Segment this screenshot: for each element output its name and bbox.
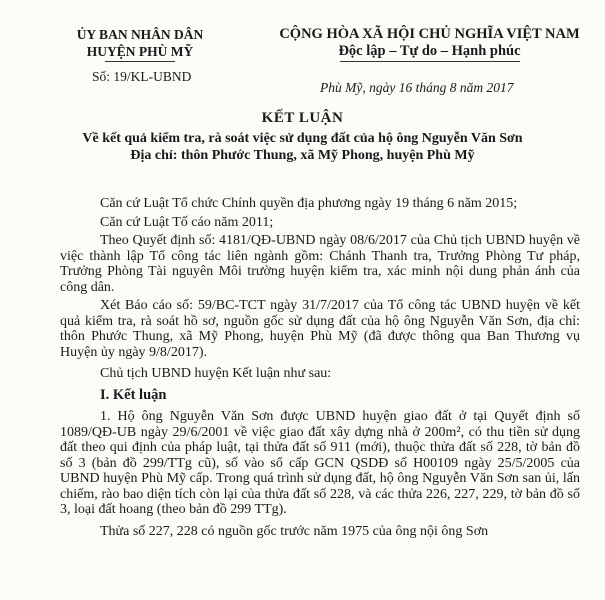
national-title: CỘNG HÒA XÃ HỘI CHỦ NGHĨA VIỆT NAM [279, 26, 580, 42]
issuer-line-2: HUYỆN PHÙ MỸ [86, 44, 194, 59]
paragraph-land-origin: Thửa số 227, 228 có nguồn gốc trước năm 1975 của ông nội ông Sơn [100, 523, 489, 539]
paragraph-conclusion-intro: Chủ tịch UBND huyện Kết luận như sau: [100, 366, 332, 381]
section-heading-conclusion: I. Kết luận [100, 386, 167, 403]
issuer-underline [105, 61, 175, 62]
issuer-line-1: ỦY BAN NHÂN DÂN [76, 27, 204, 42]
paragraph-decision: Theo Quyết định số: 4181/QĐ-UBND ngày 08/6/2017 của Chủ tịch UBND huyện về việc thành lập Tổ công tác liên ngành gồm: Chánh Thanh tra, Trưởng Phòng Tư pháp, Trưởng Phòng Tài nguyên Môi trường huyện kiểm tra, xác minh nội dung phản ánh của công dân. [60, 233, 580, 295]
place-date: Phù Mỹ, ngày 16 tháng 8 năm 2017 [320, 80, 514, 95]
national-header [262, 26, 597, 62]
issuer-block [40, 26, 240, 62]
paragraph-legal-basis-2: Căn cứ Luật Tố cáo năm 2011; [100, 214, 274, 230]
paragraph-legal-basis-1: Căn cứ Luật Tổ chức Chính quyền địa phương ngày 19 tháng 6 năm 2015; [100, 196, 518, 211]
motto-underline [340, 61, 520, 62]
title-address: Địa chỉ: thôn Phước Thung, xã Mỹ Phong, huyện Phù Mỹ [130, 148, 475, 163]
document-body [60, 196, 580, 539]
title-subject: Về kết quả kiểm tra, rà soát việc sử dụng đất của hộ ông Nguyễn Văn Sơn [82, 131, 523, 146]
document-title: KẾT LUẬN [261, 110, 344, 126]
paragraph-report: Xét Báo cáo số: 59/BC-TCT ngày 31/7/2017 của Tổ công tác UBND huyện về kết quả kiểm tra, rà soát hồ sơ, nguồn gốc sử dụng đất của hộ ông Nguyễn Văn Sơn, địa chỉ: thôn Phước Thung, xã Mỹ Phong, huyện Phù Mỹ (đã được thông qua Ban Thương vụ Huyện ủy ngày 9/8/2017). [60, 298, 580, 360]
national-motto: Độc lập – Tự do – Hạnh phúc [338, 43, 521, 59]
document-number: Số: 19/KL-UBND [92, 69, 192, 84]
paragraph-land-allocation: 1. Hộ ông Nguyễn Văn Sơn được UBND huyện giao đất ở tại Quyết định số 1089/QĐ-UB ngày 29/6/2001 về việc giao đất xây dựng nhà ở 200m², có thu tiền sử dụng đất theo qui định của pháp luật, tại thửa đất số 911 (mới), thuộc thửa đất số 228, tờ bản đồ số 3 (bản đồ 299/TTg cũ), số vào sổ cấp GCN QSDĐ số H00109 ngày 25/5/2005 của UBND huyện Phù Mỹ cấp. Trong quá trình sử dụng đất, hộ ông Nguyễn Văn Sơn san ủi, lấn chiếm, rào bao diện tích còn lại của thửa đất số 228, và các thửa 226, 227, 229, tờ bản đồ số 3, loại đất hoang (theo bản đồ 299 TTg). [60, 409, 580, 517]
